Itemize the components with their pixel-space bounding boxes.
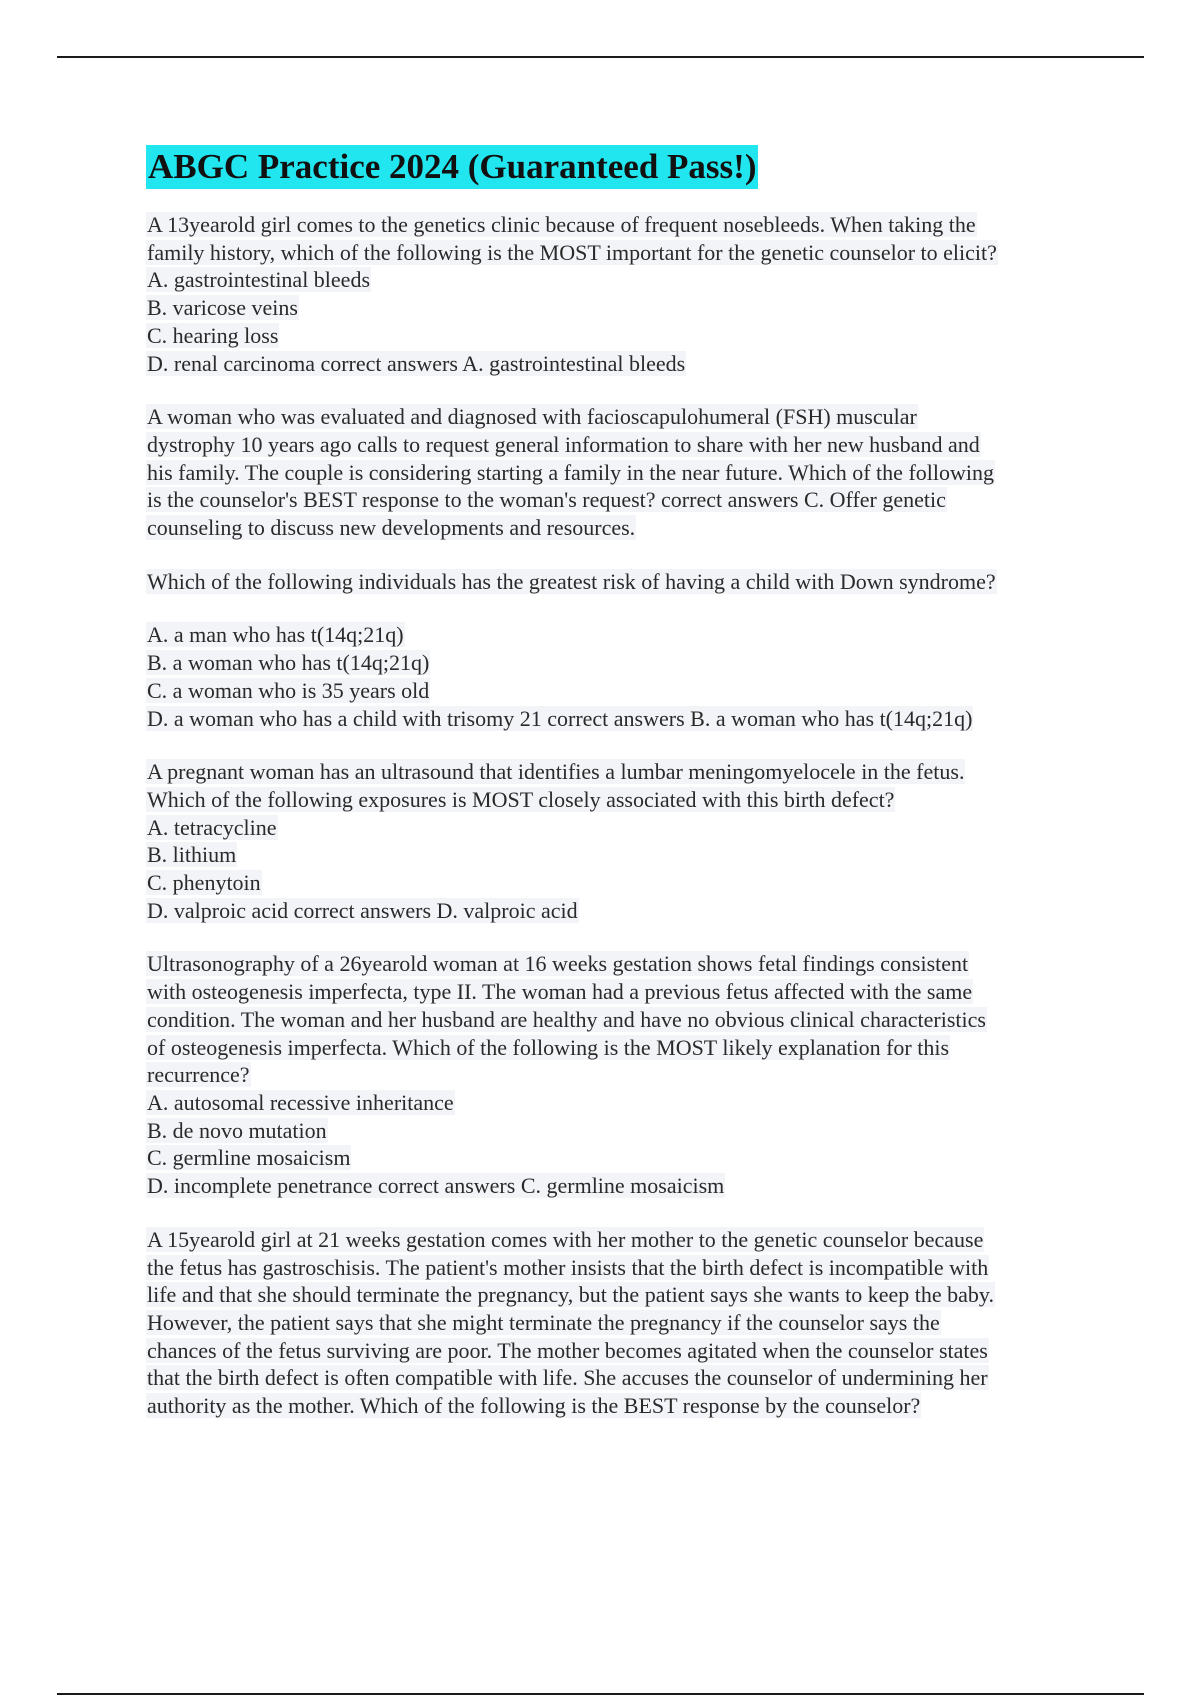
text-line — [146, 1172, 1086, 1200]
text-line-content: with osteogenesis imperfecta, type II. The woman had a previous fetus affected with the same — [147, 979, 973, 1005]
text-line — [146, 1089, 1086, 1117]
text-line — [146, 211, 1086, 239]
text-line — [146, 677, 1086, 705]
question-block — [146, 950, 1086, 1199]
text-line-content: C. hearing loss — [147, 322, 279, 348]
text-line-content: A pregnant woman has an ultrasound that identifies a lumbar meningomyelocele in the fetus. — [147, 759, 965, 785]
text-line — [146, 514, 1086, 542]
text-line-content: chances of the fetus surviving are poor. The mother becomes agitated when the counselor states — [147, 1337, 988, 1363]
text-line — [146, 1226, 1086, 1254]
document-title: ABGC Practice 2024 (Guaranteed Pass!) — [146, 145, 758, 189]
text-line — [146, 568, 1086, 596]
text-line-content: dystrophy 10 years ago calls to request general information to share with her new husband and — [147, 431, 980, 457]
text-line — [146, 897, 1086, 925]
text-line — [146, 649, 1086, 677]
text-line-content: that the birth defect is often compatible with life. She accuses the counselor of undermining her — [147, 1365, 988, 1391]
text-line-content: A. gastrointestinal bleeds — [147, 267, 371, 293]
text-line-content: B. varicose veins — [147, 295, 298, 321]
text-line — [146, 1144, 1086, 1172]
text-line-content: A 13yearold girl comes to the genetics clinic because of frequent nosebleeds. When taking the — [147, 212, 976, 237]
text-line-content: B. a woman who has t(14q;21q) — [147, 650, 430, 676]
text-line-content: D. incomplete penetrance correct answers C. germline mosaicism — [147, 1173, 725, 1199]
text-line-content: of osteogenesis imperfecta. Which of the following is the MOST likely explanation for this — [147, 1034, 950, 1060]
question-block — [146, 568, 1086, 596]
text-line-content: D. a woman who has a child with trisomy 21 correct answers B. a woman who has t(14q;21q) — [147, 705, 973, 731]
text-line — [146, 1117, 1086, 1145]
text-line-content: A. tetracycline — [147, 814, 277, 840]
text-line — [146, 350, 1086, 378]
text-line — [146, 621, 1086, 649]
question-block — [146, 403, 1086, 542]
text-line — [146, 322, 1086, 350]
text-line-content: A woman who was evaluated and diagnosed with facioscapulohumeral (FSH) muscular — [147, 404, 917, 430]
text-line — [146, 294, 1086, 322]
bottom-rule — [57, 1693, 1144, 1695]
document-body — [146, 145, 1086, 1446]
text-line-content: C. a woman who is 35 years old — [147, 677, 430, 703]
question-block — [146, 211, 1086, 377]
text-line-content: recurrence? — [147, 1062, 250, 1088]
text-line — [146, 403, 1086, 431]
text-line-content: B. lithium — [147, 842, 237, 868]
text-line — [146, 841, 1086, 869]
text-line — [146, 1061, 1086, 1089]
text-line-content: A. autosomal recessive inheritance — [147, 1089, 454, 1115]
question-block — [146, 758, 1086, 924]
text-line — [146, 1337, 1086, 1365]
text-line-content: authority as the mother. Which of the following is the BEST response by the counselor? — [147, 1393, 921, 1419]
text-line-content: A 15yearold girl at 21 weeks gestation comes with her mother to the genetic counselor because — [147, 1226, 984, 1252]
text-line — [146, 1254, 1086, 1282]
question-list — [146, 211, 1086, 1420]
text-line-content: B. de novo mutation — [147, 1117, 327, 1143]
text-line — [146, 869, 1086, 897]
text-line — [146, 1006, 1086, 1034]
text-line — [146, 814, 1086, 842]
text-line-content: D. renal carcinoma correct answers A. gastrointestinal bleeds — [147, 350, 686, 376]
text-line — [146, 459, 1086, 487]
text-line-content: is the counselor's BEST response to the woman's request? correct answers C. Offer genetic — [147, 487, 946, 513]
text-line-content: his family. The couple is considering starting a family in the near future. Which of the following — [147, 459, 994, 485]
text-line-content: condition. The woman and her husband are healthy and have no obvious clinical characteristics — [147, 1006, 986, 1032]
text-line-content: C. phenytoin — [147, 870, 261, 896]
text-line-content: counseling to discuss new developments and resources. — [147, 515, 636, 541]
text-line-content: life and that she should terminate the pregnancy, but the patient says she wants to keep the baby. — [147, 1282, 994, 1308]
text-line-content: family history, which of the following is the MOST important for the genetic counselor to elicit? — [147, 239, 997, 265]
text-line — [146, 758, 1086, 786]
text-line — [146, 1309, 1086, 1337]
text-line — [146, 239, 1086, 267]
text-line — [146, 1281, 1086, 1309]
text-line — [146, 266, 1086, 294]
text-line — [146, 1392, 1086, 1420]
text-line — [146, 1034, 1086, 1062]
question-block — [146, 621, 1086, 732]
text-line-content: Which of the following individuals has the greatest risk of having a child with Down syndrome? — [147, 568, 996, 594]
text-line-content: C. germline mosaicism — [147, 1145, 351, 1171]
top-rule — [57, 56, 1144, 58]
text-line — [146, 705, 1086, 733]
question-block — [146, 1226, 1086, 1420]
text-line-content: the fetus has gastroschisis. The patient's mother insists that the birth defect is incompatible with — [147, 1254, 989, 1280]
text-line-content: Which of the following exposures is MOST closely associated with this birth defect? — [147, 786, 895, 812]
text-line-content: A. a man who has t(14q;21q) — [147, 622, 404, 648]
text-line-content: Ultrasonography of a 26yearold woman at 16 weeks gestation shows fetal findings consistent — [147, 951, 969, 977]
text-line — [146, 1364, 1086, 1392]
text-line — [146, 978, 1086, 1006]
text-line-content: However, the patient says that she might terminate the pregnancy if the counselor says the — [147, 1309, 940, 1335]
text-line — [146, 786, 1086, 814]
text-line — [146, 486, 1086, 514]
text-line — [146, 431, 1086, 459]
text-line-content: D. valproic acid correct answers D. valproic acid — [147, 897, 578, 923]
text-line — [146, 950, 1086, 978]
